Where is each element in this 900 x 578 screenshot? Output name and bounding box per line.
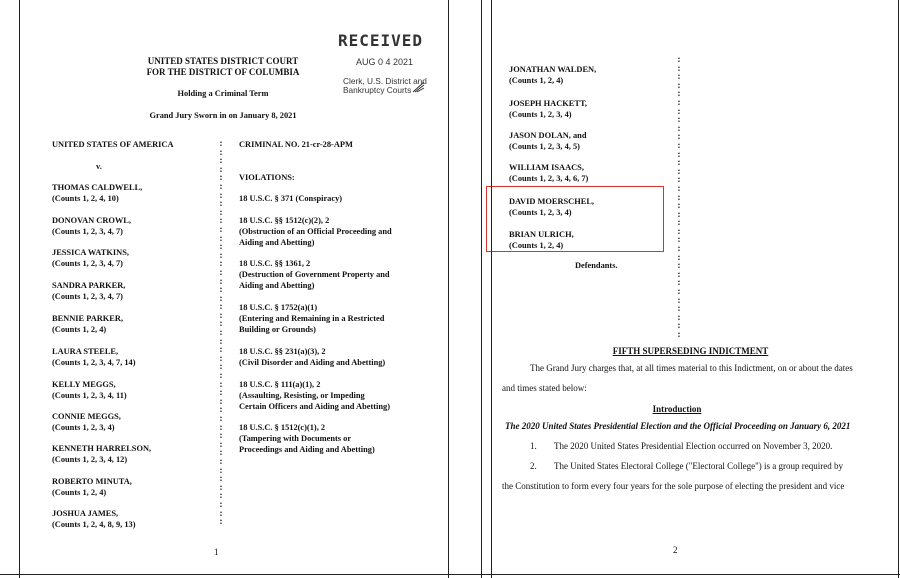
violation-line: (Destruction of Government Property and xyxy=(239,270,390,279)
violation-line: 18 U.S.C. § 371 (Conspiracy) xyxy=(239,194,343,203)
defendant-counts: (Counts 1, 2, 3, 4, 11) xyxy=(52,391,127,400)
page-1 xyxy=(0,0,448,578)
defendant-name: BENNIE PARKER, xyxy=(52,314,124,323)
defendant-name: THOMAS CALDWELL, xyxy=(52,183,143,192)
violation-line: 18 U.S.C. § 1512(c)(1), 2 xyxy=(239,423,326,432)
defendant-name: JOSEPH HACKETT, xyxy=(509,99,588,108)
defendant-counts: (Counts 1, 2, 3, 4) xyxy=(52,423,115,432)
paragraph-2-continuation: the Constitution to form every four years for the sole purpose of electing the president and vice xyxy=(502,481,845,491)
grand-jury-sworn: Grand Jury Sworn in on January 8, 2021 xyxy=(149,111,297,120)
received-stamp-date: AUG 0 4 2021 xyxy=(356,57,414,67)
violation-line: 18 U.S.C. §§ 231(a)(3), 2 xyxy=(239,347,326,356)
court-name-line1: UNITED STATES DISTRICT COURT xyxy=(147,56,299,66)
section-subheading: The 2020 United States Presidential Election and the Official Proceeding on January 6, 2021 xyxy=(505,421,851,431)
page-number-1: 1 xyxy=(214,547,219,557)
violation-line: (Obstruction of an Official Proceeding and xyxy=(239,227,392,236)
bottom-edge xyxy=(0,574,900,575)
violation-line: Building or Grounds) xyxy=(239,325,316,334)
defendant-counts: (Counts 1, 2, 3, 4, 6, 7) xyxy=(509,174,589,183)
paragraph-1-number: 1. xyxy=(530,441,537,451)
colon-separator-column: : : : : : : : : : : : : : : : : : : : : : : : : : : : : : : : : : : : : : : : : : : : : : xyxy=(219,138,223,527)
defendant-name: JOSHUA JAMES, xyxy=(52,509,119,518)
defendant-counts: (Counts 1, 2, 3, 4, 12) xyxy=(52,455,128,464)
colon-separator-column: : : : : : : : : : : : : : : : : : : : : : : : : : : : : : : : : : xyxy=(677,54,681,339)
defendant-name: DAVID MOERSCHEL, xyxy=(509,197,595,206)
defendant-counts: (Counts 1, 2, 4) xyxy=(509,76,564,85)
violation-line: Certain Officers and Aiding and Abetting) xyxy=(239,402,390,411)
defendant-name: SANDRA PARKER, xyxy=(52,281,126,290)
violation-line: Proceedings and Aiding and Abetting) xyxy=(239,445,375,454)
defendant-counts: (Counts 1, 2, 3, 4, 7) xyxy=(52,259,123,268)
defendant-name: KELLY MEGGS, xyxy=(52,380,116,389)
defendant-name: JESSICA WATKINS, xyxy=(52,248,129,257)
defendant-name: LAURA STEELE, xyxy=(52,347,119,356)
page-2-right-edge xyxy=(898,0,899,578)
holding-criminal-term: Holding a Criminal Term xyxy=(177,89,269,98)
violation-line: (Assaulting, Resisting, or Impeding xyxy=(239,391,365,400)
defendant-counts: (Counts 1, 2, 4, 8, 9, 13) xyxy=(52,520,136,529)
defendant-counts: (Counts 1, 2, 4) xyxy=(509,241,564,250)
violations-heading: VIOLATIONS: xyxy=(239,173,295,182)
defendant-counts: (Counts 1, 2, 4) xyxy=(52,488,107,497)
violation-line: Aiding and Abetting) xyxy=(239,238,315,247)
defendant-name: DONOVAN CROWL, xyxy=(52,216,131,225)
defendant-counts: (Counts 1, 2, 3, 4) xyxy=(509,208,572,217)
court-name-line2: FOR THE DISTRICT OF COLUMBIA xyxy=(146,67,300,77)
defendant-counts: (Counts 1, 2, 3, 4, 7) xyxy=(52,292,123,301)
paragraph-1-text: The 2020 United States Presidential Election occurred on November 3, 2020. xyxy=(554,441,833,451)
defendants-label: Defendants. xyxy=(575,261,618,270)
introduction-heading: Introduction xyxy=(652,404,702,414)
defendant-counts: (Counts 1, 2, 3, 4, 5) xyxy=(509,142,580,151)
paragraph-2-number: 2. xyxy=(530,461,537,471)
versus: v. xyxy=(96,162,102,171)
defendant-name: BRIAN ULRICH, xyxy=(509,230,574,239)
paragraph-2-text: The United States Electoral College ("Electoral College") is a group required by xyxy=(554,461,844,471)
defendant-counts: (Counts 1, 2, 4) xyxy=(52,325,107,334)
violation-line: (Entering and Remaining in a Restricted xyxy=(239,314,385,323)
violation-line: Aiding and Abetting) xyxy=(239,281,315,290)
violation-line: 18 U.S.C. §§ 1361, 2 xyxy=(239,259,311,268)
defendant-name: JASON DOLAN, and xyxy=(509,131,587,140)
received-stamp-line2: Bankruptcy Courts xyxy=(343,85,412,95)
violation-line: (Tampering with Documents or xyxy=(239,434,352,443)
violation-line: 18 U.S.C. § 1752(a)(1) xyxy=(239,303,318,312)
page-divider-left xyxy=(448,0,449,578)
received-stamp-line1: Clerk, U.S. District and xyxy=(343,76,427,86)
page-2-left-edge xyxy=(491,0,492,578)
criminal-number: CRIMINAL NO. 21-cr-28-APM xyxy=(239,140,353,149)
plaintiff-name: UNITED STATES OF AMERICA xyxy=(52,140,174,149)
intro-line-1: The Grand Jury charges that, at all times material to this Indictment, on or about the dates xyxy=(530,363,853,373)
defendant-counts: (Counts 1, 2, 3, 4) xyxy=(509,110,572,119)
page-1-left-edge xyxy=(19,0,20,578)
defendant-name: KENNETH HARRELSON, xyxy=(52,444,152,453)
violation-line: 18 U.S.C. §§ 1512(c)(2), 2 xyxy=(239,216,330,225)
defendant-name: CONNIE MEGGS, xyxy=(52,412,121,421)
defendant-counts: (Counts 1, 2, 4, 10) xyxy=(52,194,119,203)
defendant-name: ROBERTO MINUTA, xyxy=(52,477,132,486)
intro-line-2: and times stated below: xyxy=(502,383,587,393)
stamp-signature-mark xyxy=(412,80,426,94)
page-2 xyxy=(481,0,900,578)
received-stamp-title: RECEIVED xyxy=(338,31,424,50)
defendant-counts: (Counts 1, 2, 3, 4, 7) xyxy=(52,227,123,236)
indictment-title: FIFTH SUPERSEDING INDICTMENT xyxy=(612,346,769,356)
page-divider-right xyxy=(481,0,482,578)
violation-line: 18 U.S.C. § 111(a)(1), 2 xyxy=(239,380,321,389)
defendant-counts: (Counts 1, 2, 3, 4, 7, 14) xyxy=(52,358,136,367)
page-number-2: 2 xyxy=(673,545,678,555)
defendant-name: WILLIAM ISAACS, xyxy=(509,163,584,172)
defendant-name: JONATHAN WALDEN, xyxy=(509,65,597,74)
violation-line: (Civil Disorder and Aiding and Abetting) xyxy=(239,358,386,367)
